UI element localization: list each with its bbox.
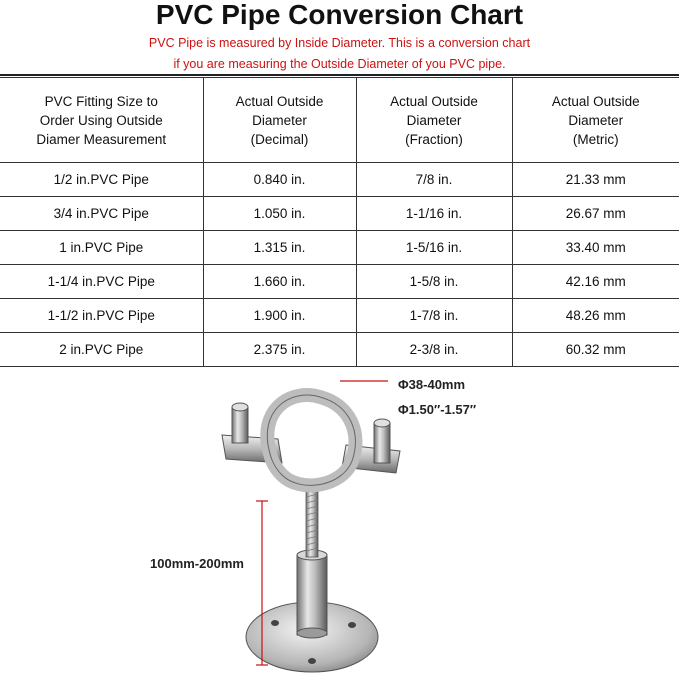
header-fitting-size bbox=[0, 78, 203, 163]
bolt-right bbox=[374, 423, 390, 463]
cell-fitting-size: 1/2 in.PVC Pipe bbox=[0, 163, 203, 197]
conversion-table bbox=[0, 77, 679, 367]
cell-fraction: 1-7/8 in. bbox=[356, 299, 512, 333]
cell-fitting-size: 2 in.PVC Pipe bbox=[0, 333, 203, 367]
bolt-left bbox=[232, 407, 248, 443]
mounting-hole bbox=[271, 620, 279, 626]
top-divider bbox=[0, 74, 679, 76]
cell-decimal: 0.840 in. bbox=[203, 163, 356, 197]
cell-decimal: 1.660 in. bbox=[203, 265, 356, 299]
table-row bbox=[0, 163, 679, 197]
header-metric bbox=[512, 78, 679, 163]
mounting-hole bbox=[308, 658, 316, 664]
header-label: Actual Outside Diameter (Metric) bbox=[551, 93, 640, 147]
table-header-row bbox=[0, 78, 679, 163]
cell-fitting-size: 3/4 in.PVC Pipe bbox=[0, 197, 203, 231]
cell-fitting-size: 1-1/2 in.PVC Pipe bbox=[0, 299, 203, 333]
cell-fitting-size: 1-1/4 in.PVC Pipe bbox=[0, 265, 203, 299]
table-row bbox=[0, 333, 679, 367]
page-title: PVC Pipe Conversion Chart bbox=[155, 0, 524, 30]
cell-fraction: 7/8 in. bbox=[356, 163, 512, 197]
table-row bbox=[0, 231, 679, 265]
header-label: Actual Outside Diameter (Decimal) bbox=[235, 93, 324, 147]
cell-metric: 26.67 mm bbox=[512, 197, 679, 231]
cell-metric: 48.26 mm bbox=[512, 299, 679, 333]
header-label: Actual Outside Diameter (Fraction) bbox=[390, 93, 478, 147]
cell-metric: 33.40 mm bbox=[512, 231, 679, 265]
cell-fitting-size: 1 in.PVC Pipe bbox=[0, 231, 203, 265]
cell-decimal: 1.900 in. bbox=[203, 299, 356, 333]
cell-fraction: 1-5/16 in. bbox=[356, 231, 512, 265]
diameter-mm-label: Φ38-40mm bbox=[398, 377, 466, 392]
table-row bbox=[0, 299, 679, 333]
cell-fraction: 2-3/8 in. bbox=[356, 333, 512, 367]
header-decimal bbox=[203, 78, 356, 163]
table-row bbox=[0, 265, 679, 299]
cell-metric: 42.16 mm bbox=[512, 265, 679, 299]
subtitle-line-2: if you are measuring the Outside Diameter of you PVC pipe. bbox=[173, 57, 506, 71]
table-row bbox=[0, 197, 679, 231]
height-range-label: 100mm-200mm bbox=[150, 556, 244, 571]
cell-decimal: 2.375 in. bbox=[203, 333, 356, 367]
subtitle-line-1: PVC Pipe is measured by Inside Diameter. This is a conversion chart bbox=[148, 36, 531, 50]
support-tube bbox=[297, 555, 327, 635]
diameter-inch-label: Φ1.50″-1.57″ bbox=[398, 402, 477, 417]
cell-fraction: 1-5/8 in. bbox=[356, 265, 512, 299]
cell-fraction: 1-1/16 in. bbox=[356, 197, 512, 231]
pipe-clamp-illustration bbox=[0, 375, 679, 678]
cell-decimal: 1.315 in. bbox=[203, 231, 356, 265]
cell-decimal: 1.050 in. bbox=[203, 197, 356, 231]
header-label: PVC Fitting Size to Order Using Outside Diamer Measurement bbox=[36, 93, 167, 147]
header-fraction bbox=[356, 78, 512, 163]
cell-metric: 21.33 mm bbox=[512, 163, 679, 197]
mounting-hole bbox=[348, 622, 356, 628]
cell-metric: 60.32 mm bbox=[512, 333, 679, 367]
